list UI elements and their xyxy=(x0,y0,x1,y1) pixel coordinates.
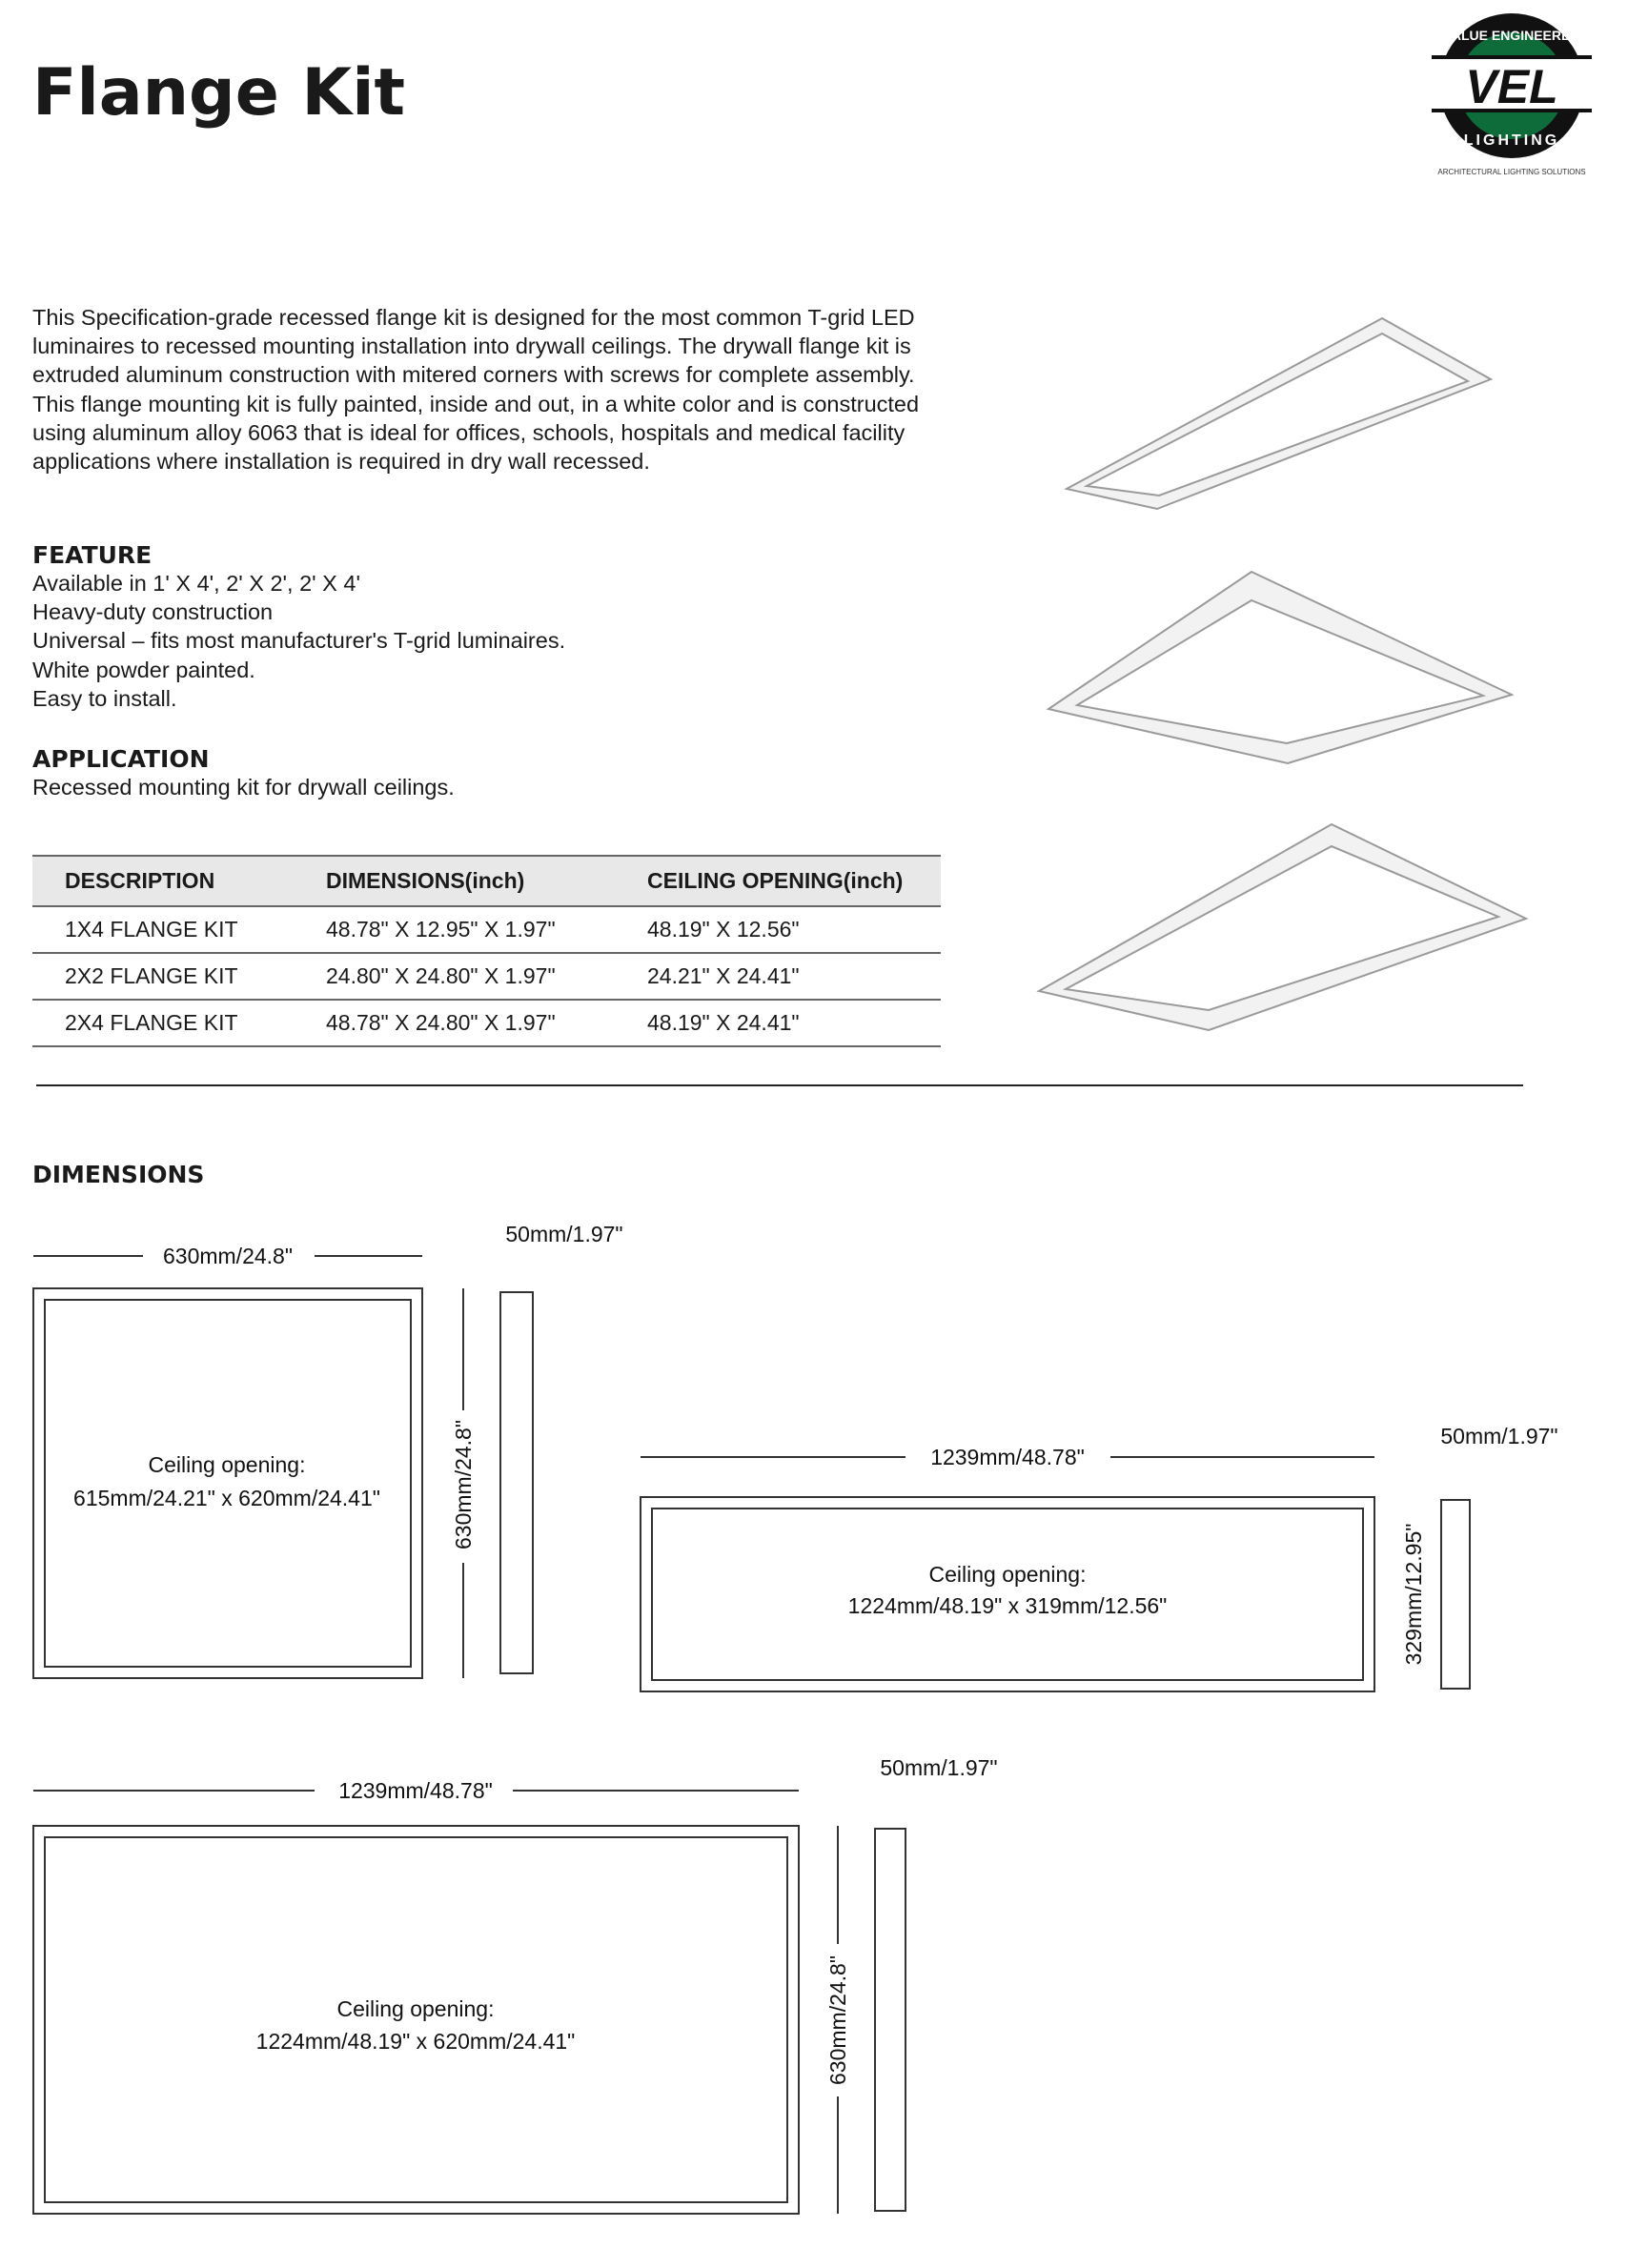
svg-text:630mm/24.8": 630mm/24.8" xyxy=(162,1244,294,1268)
col-header: DIMENSIONS(inch) xyxy=(326,856,647,906)
svg-text:ARCHITECTURAL LIGHTING SOLUTIO: ARCHITECTURAL LIGHTING SOLUTIONS xyxy=(1437,168,1586,176)
cell: 48.19" X 12.56" xyxy=(647,906,941,953)
feature-heading: FEATURE xyxy=(32,541,153,569)
svg-text:VALUE ENGINEERED: VALUE ENGINEERED xyxy=(1443,28,1580,43)
feature-item: White powder painted. xyxy=(32,657,255,682)
cell: 2X4 FLANGE KIT xyxy=(32,1000,326,1046)
intro-paragraph: This Specification-grade recessed flange kit is designed for the most common T-grid LED luminaires to recessed mounting installation into drywall ceilings. The drywall flange kit is extruded aluminum construction with mitered corners with screws for complete assembly. This flange mounting kit is fully painted, inside and out, in a white color and is constructed using aluminum alloy 6063 that is ideal for offices, schools, hospitals and medical facility applications where installation is required in dry wall recessed. xyxy=(32,305,920,475)
feature-item: Available in 1' X 4', 2' X 2', 2' X 4' xyxy=(32,571,360,596)
cell: 48.19" X 24.41" xyxy=(647,1000,941,1046)
drawing-2x2 xyxy=(33,1222,623,1678)
cell: 1X4 FLANGE KIT xyxy=(32,906,326,953)
cell: 24.21" X 24.41" xyxy=(647,953,941,1000)
svg-text:615mm/24.21" x 620mm/24.41": 615mm/24.21" x 620mm/24.41" xyxy=(73,1486,380,1510)
dimensions-heading: DIMENSIONS xyxy=(32,1161,205,1188)
svg-text:LIGHTING: LIGHTING xyxy=(1463,132,1560,149)
drawing-2x4 xyxy=(33,1755,998,2214)
col-header: DESCRIPTION xyxy=(32,856,326,906)
svg-text:1239mm/48.78": 1239mm/48.78" xyxy=(338,1778,493,1803)
svg-text:329mm/12.95": 329mm/12.95" xyxy=(1401,1523,1426,1666)
drawing-1x4 xyxy=(641,1424,1558,1691)
dimension-drawings xyxy=(0,1220,1628,2268)
section-divider xyxy=(36,1084,1523,1086)
svg-text:50mm/1.97": 50mm/1.97" xyxy=(505,1222,623,1246)
cell: 48.78" X 12.95" X 1.97" xyxy=(326,906,647,953)
svg-text:1239mm/48.78": 1239mm/48.78" xyxy=(930,1445,1085,1469)
svg-text:Ceiling opening:: Ceiling opening: xyxy=(336,1996,495,2021)
application-text: Recessed mounting kit for drywall ceilings. xyxy=(32,775,455,800)
svg-text:630mm/24.8": 630mm/24.8" xyxy=(825,1954,850,2086)
col-header: CEILING OPENING(inch) xyxy=(647,856,941,906)
cell: 24.80" X 24.80" X 1.97" xyxy=(326,953,647,1000)
feature-item: Easy to install. xyxy=(32,685,177,711)
cell: 48.78" X 24.80" X 1.97" xyxy=(326,1000,647,1046)
application-heading: APPLICATION xyxy=(32,745,210,773)
svg-text:50mm/1.97": 50mm/1.97" xyxy=(1440,1424,1558,1448)
page-title: Flange Kit xyxy=(32,55,406,131)
product-images xyxy=(0,0,1628,1086)
svg-text:630mm/24.8": 630mm/24.8" xyxy=(451,1419,476,1550)
feature-item: Universal – fits most manufacturer's T-grid luminaires. xyxy=(32,628,566,654)
svg-text:Ceiling opening:: Ceiling opening: xyxy=(928,1562,1087,1587)
svg-text:Ceiling opening:: Ceiling opening: xyxy=(148,1452,306,1477)
svg-text:VEL: VEL xyxy=(1465,60,1558,113)
cell: 2X2 FLANGE KIT xyxy=(32,953,326,1000)
svg-text:50mm/1.97": 50mm/1.97" xyxy=(880,1755,998,1780)
svg-text:1224mm/48.19" x 620mm/24.41": 1224mm/48.19" x 620mm/24.41" xyxy=(255,2029,576,2054)
svg-text:1224mm/48.19" x 319mm/12.56": 1224mm/48.19" x 319mm/12.56" xyxy=(847,1593,1168,1618)
feature-item: Heavy-duty construction xyxy=(32,599,274,625)
